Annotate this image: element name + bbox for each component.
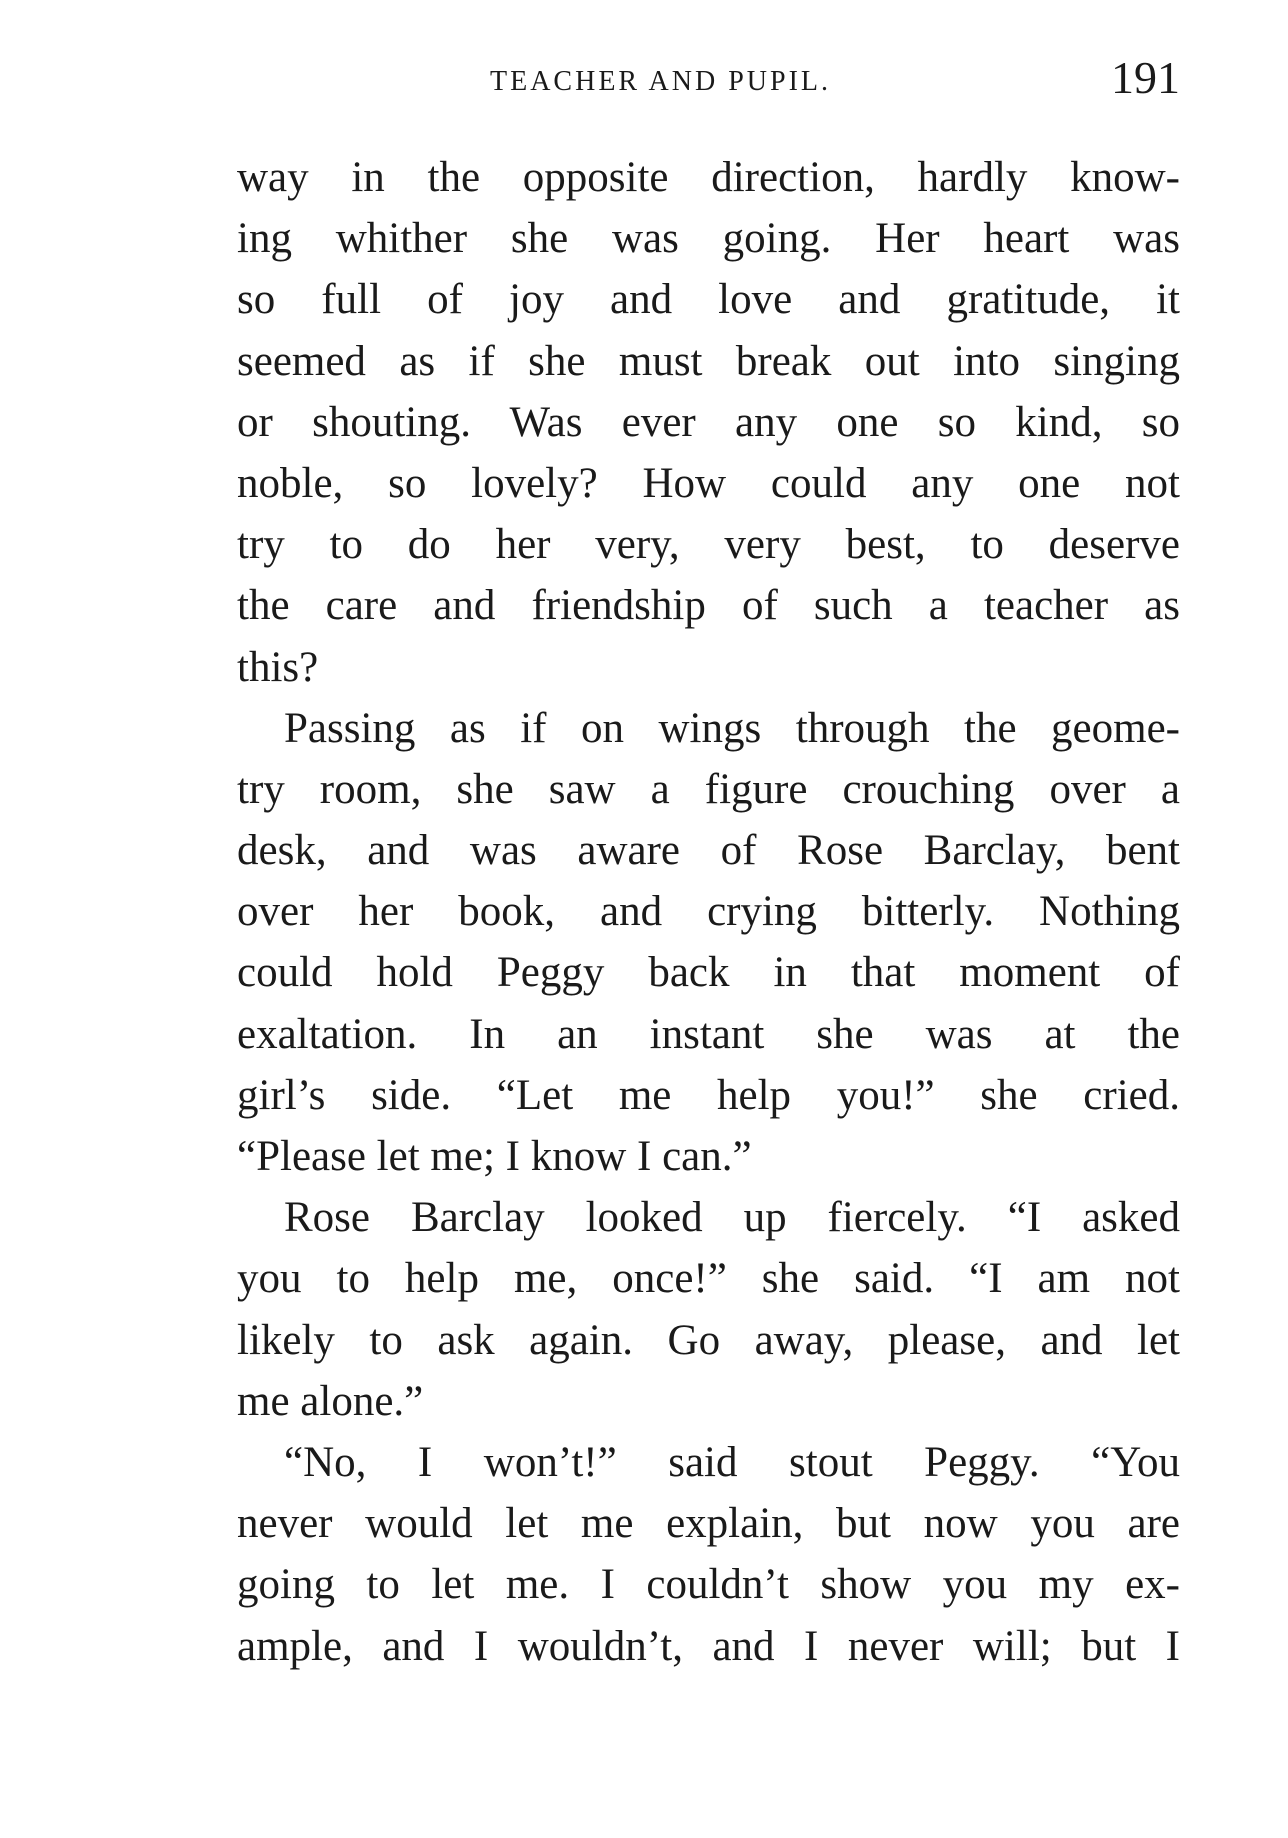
- text-line: Rose Barclay looked up fiercely. “I asked: [284, 1194, 1180, 1242]
- text-line: so full of joy and love and gratitude, it: [237, 276, 1180, 324]
- text-line: the care and friendship of such a teacher as: [237, 582, 1180, 630]
- text-line: noble, so lovely? How could any one not: [237, 459, 1180, 507]
- text-line: “No, I won’t!” said stout Peggy. “You: [284, 1438, 1180, 1486]
- text-line: likely to ask again. Go away, please, and let: [237, 1316, 1180, 1364]
- text-line: never would let me explain, but now you are: [237, 1500, 1180, 1548]
- text-line: try to do her very, very best, to deserve: [237, 521, 1180, 569]
- text-line: try room, she saw a figure crouching over a: [237, 765, 1180, 813]
- paragraph-2: [237, 698, 1180, 1188]
- running-head: [237, 48, 1180, 108]
- text-line: or shouting. Was ever any one so kind, so: [237, 398, 1180, 446]
- text-line: ing whither she was going. Her heart was: [237, 215, 1180, 263]
- text-line: Passing as if on wings through the geome-: [284, 704, 1180, 752]
- text-line: exaltation. In an instant she was at the: [237, 1010, 1180, 1058]
- running-title: TEACHER AND PUPIL.: [490, 66, 832, 97]
- text-line: desk, and was aware of Rose Barclay, bent: [237, 827, 1180, 875]
- paragraph-4: [237, 1432, 1180, 1677]
- text-line: ample, and I wouldn’t, and I never will; but I: [237, 1622, 1180, 1670]
- text-line: me alone.”: [237, 1377, 424, 1425]
- text-line: could hold Peggy back in that moment of: [237, 949, 1180, 997]
- paragraph-1: [237, 147, 1180, 698]
- text-line: this?: [237, 643, 319, 691]
- text-line: way in the opposite direction, hardly know-: [237, 154, 1180, 201]
- text-line: over her book, and crying bitterly. Nothing: [237, 888, 1180, 936]
- page-number: 191: [1111, 52, 1180, 103]
- body-text: [237, 147, 1180, 1677]
- text-line: seemed as if she must break out into singing: [237, 337, 1180, 385]
- text-line: going to let me. I couldn’t show you my ex-: [237, 1561, 1180, 1609]
- text-line: “Please let me; I know I can.”: [237, 1133, 752, 1180]
- paragraph-3: [237, 1187, 1180, 1432]
- text-line: you to help me, once!” she said. “I am not: [237, 1255, 1180, 1303]
- text-line: girl’s side. “Let me help you!” she cried.: [237, 1071, 1180, 1119]
